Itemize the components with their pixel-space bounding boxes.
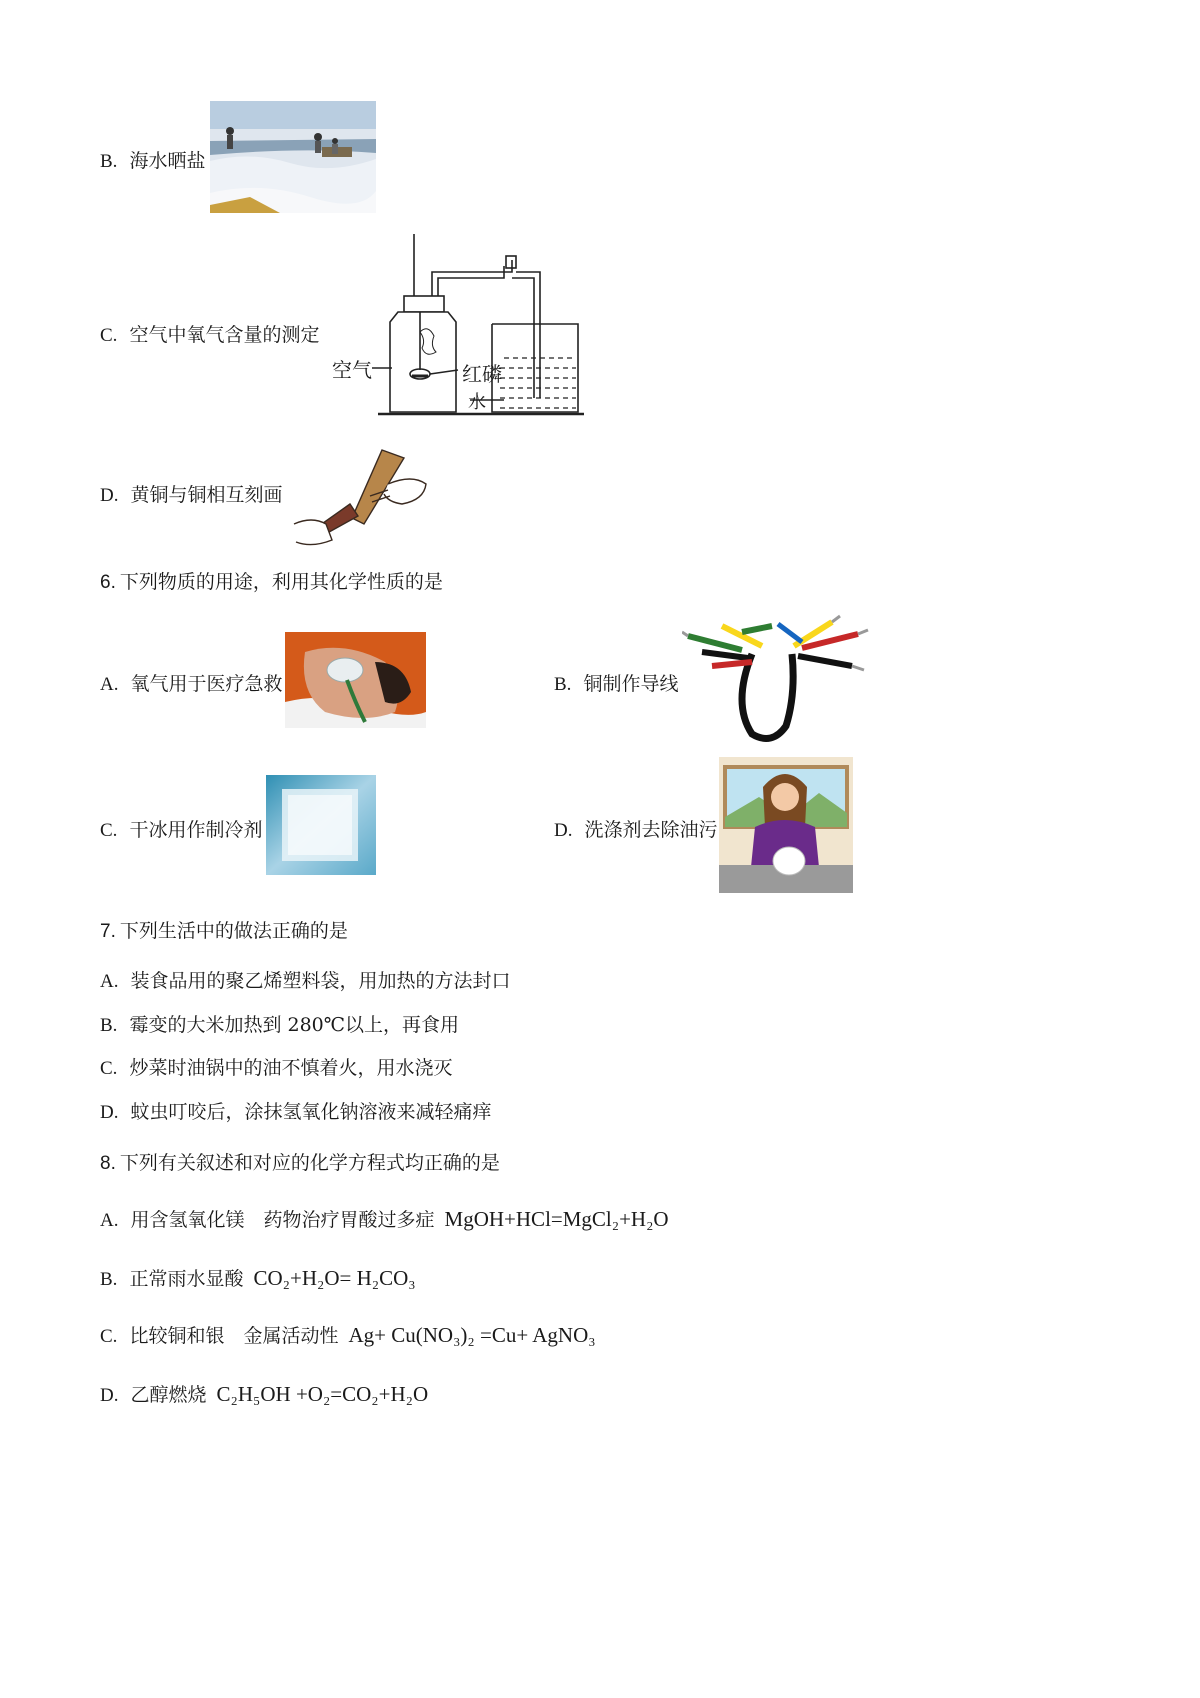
q8-option-b: B. 正常雨水显酸 CO₂+H₂O= H₂CO₃ xyxy=(100,1266,416,1290)
q7-option-a: A. 装食品用的聚乙烯塑料袋，用加热的方法封口 xyxy=(100,970,511,992)
air-label: 空气 xyxy=(332,358,372,382)
equation-b: CO₂+H₂O= H₂CO₃ xyxy=(253,1266,416,1290)
q8-option-d: D. 乙醇燃烧 C₂H₅OH +O₂=CO₂+H₂O xyxy=(100,1382,429,1406)
q6-stem: 6. 下列物质的用途，利用其化学性质的是 xyxy=(100,571,443,593)
equation-a: MgOH+HCl=MgCl₂+H₂O xyxy=(444,1207,669,1231)
equation-c: Ag+ Cu(NO₃)₂ =Cu+ AgNO₃ xyxy=(348,1323,596,1347)
q6-option-b: B. 铜制作导线 xyxy=(554,673,679,695)
salt-field-photo xyxy=(210,101,376,213)
water-label: 水 xyxy=(468,392,486,413)
q6-option-c: C. 干冰用作制冷剂 xyxy=(100,819,263,841)
q5-option-d: D. 黄铜与铜相互刻画 xyxy=(100,484,283,506)
q6-option-d: D. 洗涤剂去除油污 xyxy=(554,819,718,841)
q6-option-a: A. 氧气用于医疗急救 xyxy=(100,673,283,695)
dry-ice-photo xyxy=(266,775,376,875)
q7-stem: 7. 下列生活中的做法正确的是 xyxy=(100,920,348,942)
q7-option-c: C. 炒菜时油锅中的油不慎着火，用水浇灭 xyxy=(100,1057,453,1079)
oxygen-mask-photo xyxy=(285,632,426,728)
brass-scratch-drawing xyxy=(292,444,428,548)
equation-d: C₂H₅OH +O₂=CO₂+H₂O xyxy=(216,1382,429,1406)
q8-stem: 8. 下列有关叙述和对应的化学方程式均正确的是 xyxy=(100,1152,500,1174)
red-phosphorus-label: 红磷 xyxy=(462,362,502,386)
q8-option-c: C. 比较铜和银 金属活动性 Ag+ Cu(NO₃)₂ =Cu+ AgNO₃ xyxy=(100,1323,596,1347)
oxygen-content-apparatus xyxy=(328,232,584,422)
dishwashing-illustration xyxy=(719,757,853,893)
q7-option-b: B. 霉变的大米加热到 280℃以上，再食用 xyxy=(100,1014,459,1036)
q5-option-b: B. 海水晒盐 xyxy=(100,150,206,172)
q7-option-d: D. 蚊虫叮咬后，涂抹氢氧化钠溶液来减轻痛痒 xyxy=(100,1101,492,1123)
copper-wire-photo xyxy=(682,614,872,748)
q5-option-c: C. 空气中氧气含量的测定 xyxy=(100,324,320,346)
q8-option-a: A. 用含氢氧化镁 药物治疗胃酸过多症 MgOH+HCl=MgCl₂+H₂O xyxy=(100,1207,669,1231)
